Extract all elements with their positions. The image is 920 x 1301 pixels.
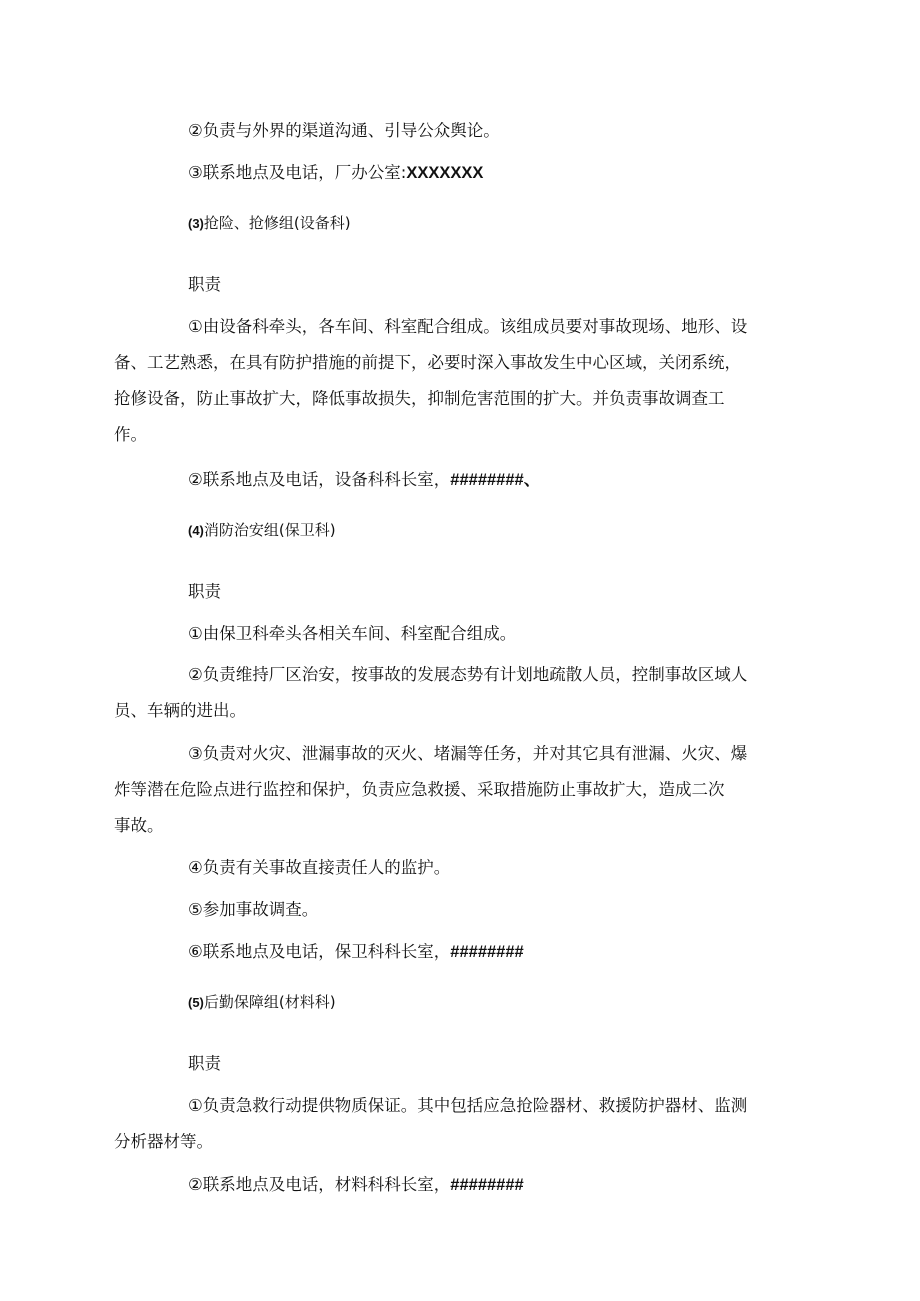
- paragraph-security-lead: [151, 616, 775, 652]
- paragraph-logistics-supply: [114, 1088, 775, 1160]
- section-title: 抢险、抢修组(设备科): [203, 214, 351, 232]
- section-number: (4): [188, 523, 204, 538]
- paragraph-equipment-contact: [151, 462, 775, 498]
- paragraph-line: ②负责维持厂区治安，按事故的发展态势有计划地疏散人员，控制事故区域人: [188, 665, 748, 684]
- paragraph-fire-leak-response: [114, 736, 775, 844]
- paragraph-text: 职责: [188, 582, 221, 601]
- section-title: 后勤保障组(材料科): [203, 993, 336, 1011]
- paragraph-line: 员、车辆的进出。: [114, 701, 246, 720]
- duty-label: [151, 1046, 775, 1082]
- paragraph-text: ④负责有关事故直接责任人的监护。: [188, 858, 451, 877]
- paragraph-text: 职责: [188, 1054, 221, 1073]
- phone-placeholder: XXXXXXX: [406, 164, 484, 182]
- section-heading-fire-security: [151, 519, 775, 542]
- paragraph-text: ②联系地点及电话，设备科科长室，: [188, 470, 451, 489]
- paragraph-line: 作。: [114, 425, 147, 444]
- paragraph-line: ③负责对火灾、泄漏事故的灭火、堵漏等任务，并对其它具有泄漏、火灾、爆: [188, 744, 748, 763]
- paragraph-custody: [151, 850, 775, 886]
- paragraph-line: 炸等潜在危险点进行监控和保护，负责应急救援、采取措施防止事故扩大，造成二次: [114, 780, 725, 799]
- paragraph-line: 事故。: [114, 816, 164, 835]
- paragraph-line: ①由设备科牵头，各车间、科室配合组成。该组成员要对事故现场、地形、设: [188, 317, 748, 336]
- duty-label: [151, 574, 775, 610]
- paragraph-security-order: [114, 657, 775, 729]
- section-number: (3): [188, 216, 204, 231]
- paragraph-line: 抢修设备，防止事故扩大，降低事故损失，抑制危害范围的扩大。并负责事故调查工: [114, 389, 725, 408]
- section-heading-rescue-repair: [151, 212, 775, 235]
- paragraph-equipment-duties: [114, 309, 775, 453]
- paragraph-public-opinion: [151, 113, 775, 149]
- paragraph-text: ②负责与外界的渠道沟通、引导公众舆论。: [188, 121, 500, 140]
- paragraph-text: ⑥联系地点及电话，保卫科科长室，: [188, 942, 451, 961]
- phone-placeholder: ########: [450, 1176, 524, 1194]
- paragraph-text: ③联系地点及电话，厂办公室:: [188, 163, 407, 182]
- paragraph-logistics-contact: [151, 1167, 775, 1203]
- paragraph-factory-office-contact: [151, 155, 775, 191]
- phone-placeholder: ########、: [450, 471, 541, 489]
- duty-label: [151, 267, 775, 303]
- paragraph-text: 职责: [188, 275, 221, 294]
- paragraph-line: 分析器材等。: [114, 1132, 213, 1151]
- section-heading-logistics: [151, 991, 775, 1014]
- section-number: (5): [188, 995, 204, 1010]
- paragraph-investigation: [151, 892, 775, 928]
- paragraph-line: ①负责急救行动提供物质保证。其中包括应急抢险器材、救援防护器材、监测: [188, 1096, 748, 1115]
- paragraph-line: 备、工艺熟悉，在具有防护措施的前提下，必要时深入事故发生中心区域，关闭系统，: [114, 353, 741, 372]
- paragraph-text: ⑤参加事故调查。: [188, 900, 319, 919]
- paragraph-security-contact: [151, 934, 775, 970]
- paragraph-text: ①由保卫科牵头各相关车间、科室配合组成。: [188, 624, 517, 643]
- paragraph-text: ②联系地点及电话，材料科科长室，: [188, 1175, 451, 1194]
- phone-placeholder: ########: [450, 943, 524, 961]
- section-title: 消防治安组(保卫科): [203, 521, 336, 539]
